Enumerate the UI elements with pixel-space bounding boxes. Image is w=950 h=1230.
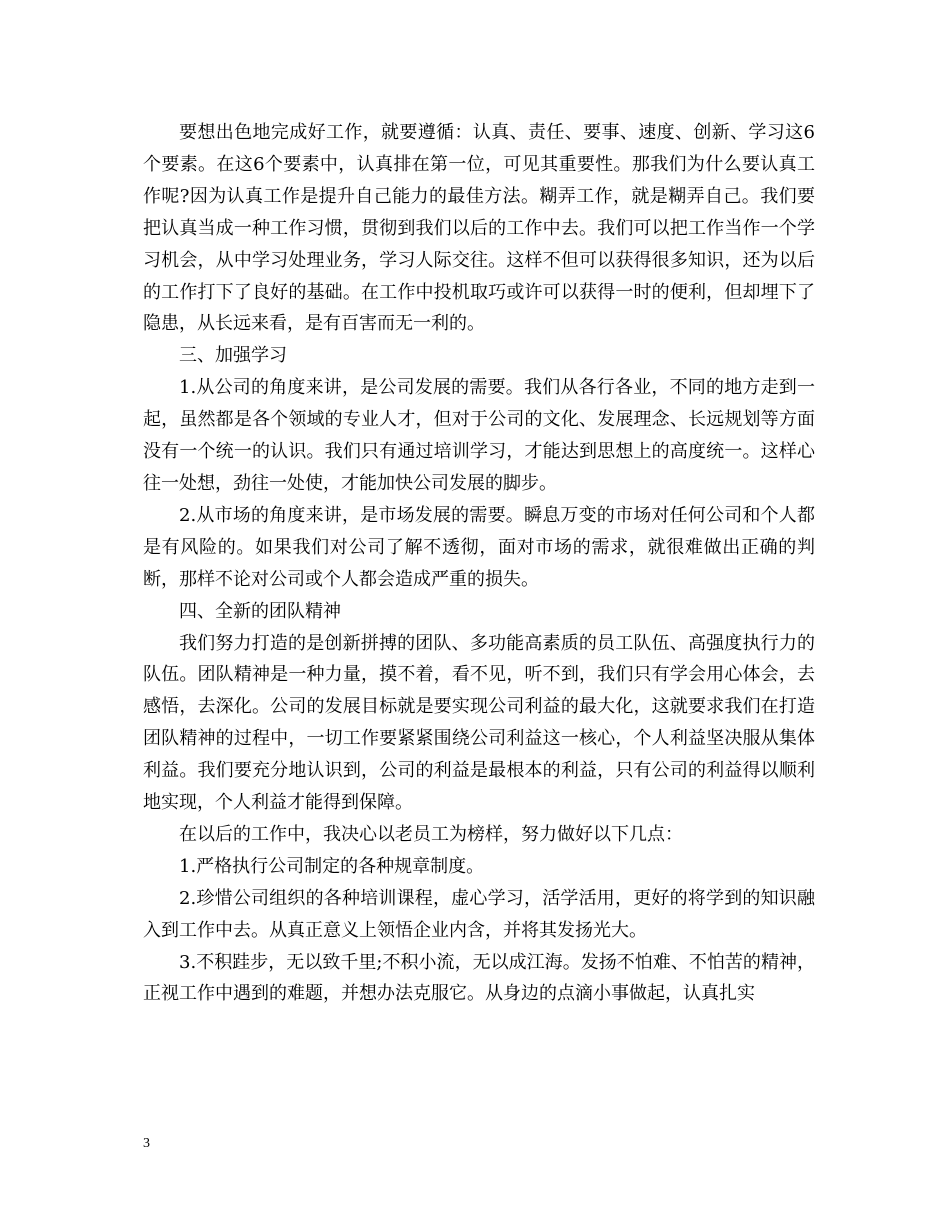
- paragraph-resolution-intro: 在以后的工作中，我决心以老员工为榜样，努力做好以下几点：: [179, 823, 683, 845]
- list-item-training: 2.珍惜公司组织的各种培训课程，虚心学习，活学活用，更好的将学到的知识融入到工作中去。从真正意义上领悟企业内含，并将其发扬光大。: [143, 887, 815, 941]
- paragraph-market-perspective: 2.从市场的角度来讲，是市场发展的需要。瞬息万变的市场对任何公司和个人都是有风险的。如果我们对公司了解不透彻，面对市场的需求，就很难做出正确的判断，那样不论对公司或个人都会造成严重的损失。: [143, 504, 815, 590]
- paragraph-team-spirit: 我们努力打造的是创新拼搏的团队、多功能高素质的员工队伍、高强度执行力的队伍。团队精神是一种力量，摸不着，看不见，听不到，我们只有学会用心体会，去感悟，去深化。公司的发展目标就是要实现公司利益的最大化，这就要求我们在打造团队精神的过程中，一切工作要紧紧围绕公司利益这一核心，个人利益坚决服从集体利益。我们要充分地认识到，公司的利益是最根本的利益，只有公司的利益得以顺利地实现，个人利益才能得到保障。: [143, 632, 815, 814]
- paragraph-earnest-work: 要想出色地完成好工作，就要遵循：认真、责任、要事、速度、创新、学习这6个要素。在这6个要素中，认真排在第一位，可见其重要性。那我们为什么要认真工作呢?因为认真工作是提升自己能力的最佳方法。糊弄工作，就是糊弄自己。我们要把认真当成一种工作习惯，贯彻到我们以后的工作中去。我们可以把工作当作一个学习机会，从中学习处理业务，学习人际交往。这样不但可以获得很多知识，还为以后的工作打下了良好的基础。在工作中投机取巧或许可以获得一时的便利，但却埋下了隐患，从长远来看，是有百害而无一利的。: [143, 122, 815, 335]
- page-number: 3: [143, 1136, 150, 1151]
- heading-team-spirit: 四、全新的团队精神: [179, 600, 341, 622]
- list-item-rules: 1.严格执行公司制定的各种规章制度。: [179, 855, 485, 877]
- heading-strengthen-learning: 三、加强学习: [179, 345, 287, 367]
- list-item-persistence: 3.不积跬步，无以致千里;不积小流，无以成江海。发扬不怕难、不怕苦的精神，正视工作中遇到的难题，并想办法克服它。从身边的点滴小事做起，认真扎实: [143, 951, 815, 1005]
- body-text: [143, 117, 815, 1010]
- paragraph-company-perspective: 1.从公司的角度来讲，是公司发展的需要。我们从各行各业，不同的地方走到一起，虽然都是各个领域的专业人才，但对于公司的文化、发展理念、长远规划等方面没有一个统一的认识。我们只有通过培训学习，才能达到思想上的高度统一。这样心往一处想，劲往一处使，才能加快公司发展的脚步。: [143, 377, 815, 494]
